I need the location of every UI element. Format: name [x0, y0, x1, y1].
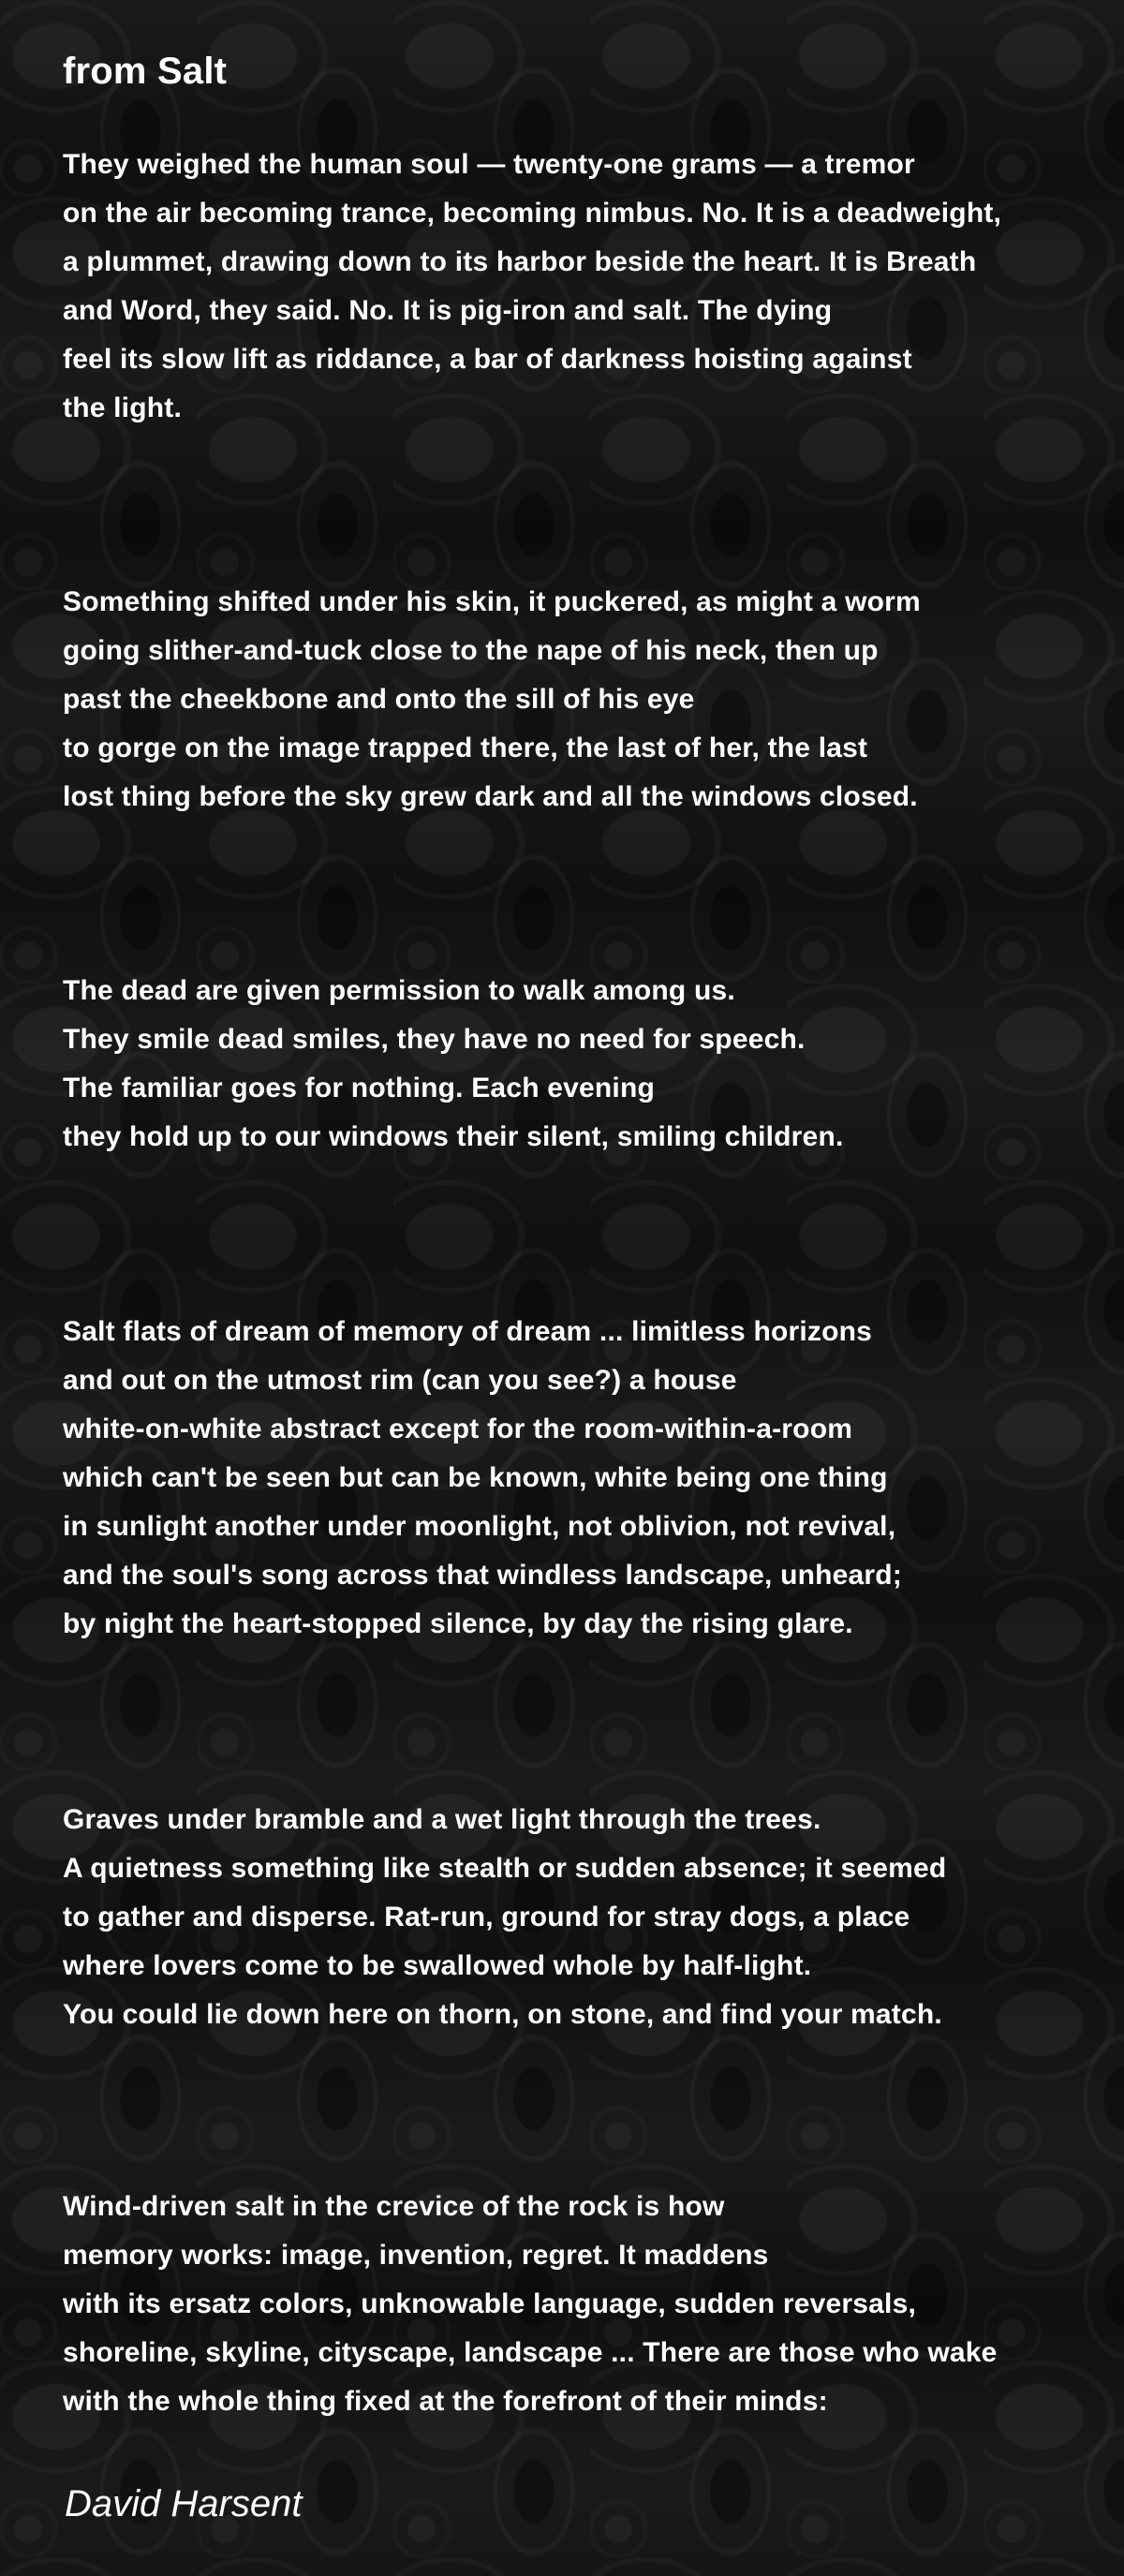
poem-line: they hold up to our windows their silent, smiling children.	[63, 1121, 844, 1152]
stanza-1	[63, 141, 1093, 433]
stanza-2	[63, 578, 1093, 822]
poem-line: Graves under bramble and a wet light through the trees.	[63, 1804, 821, 1835]
stanza-6	[63, 2183, 1093, 2426]
poem-line: and Word, they said. No. It is pig-iron and salt. The dying	[63, 295, 833, 326]
author-name: David Harsent	[65, 2483, 303, 2524]
poem-line: They smile dead smiles, they have no need for speech.	[63, 1024, 806, 1055]
poem-line: The familiar goes for nothing. Each evening	[63, 1073, 656, 1103]
poem-line: memory works: image, invention, regret. It maddens	[63, 2240, 769, 2271]
poem-line: A quietness something like stealth or sudden absence; it seemed	[63, 1853, 947, 1884]
poem-line: to gather and disperse. Rat-run, ground for stray dogs, a place	[63, 1902, 910, 1932]
poem-line: a plummet, drawing down to its harbor beside the heart. It is Breath	[63, 246, 977, 277]
poem-line: and out on the utmost rim (can you see?) a house	[63, 1365, 737, 1396]
poem-line: where lovers come to be swallowed whole by half-light.	[63, 1950, 812, 1981]
stanza-4	[63, 1308, 1093, 1649]
poem-line: You could lie down here on thorn, on stone, and find your match.	[63, 1999, 942, 2030]
poem-line: with its ersatz colors, unknowable language, sudden reversals,	[63, 2288, 916, 2319]
poem-line: Salt flats of dream of memory of dream ... limitless horizons	[63, 1316, 873, 1347]
poem-line: white-on-white abstract except for the room-within-a-room	[63, 1414, 853, 1444]
stanza-5	[63, 1796, 1093, 2039]
stanza-3	[63, 967, 1093, 1162]
poem-line: Something shifted under his skin, it puckered, as might a worm	[63, 586, 921, 617]
poem-line: the light.	[63, 392, 182, 423]
poem-line: shoreline, skyline, cityscape, landscape ... There are those who wake	[63, 2337, 998, 2368]
poem-line: which can't be seen but can be known, white being one thing	[63, 1462, 888, 1493]
poem-line: on the air becoming trance, becoming nimbus. No. It is a deadweight,	[63, 198, 1002, 229]
poem-line: feel its slow lift as riddance, a bar of darkness hoisting against	[63, 344, 912, 375]
poem-line: They weighed the human soul — twenty-one grams — a tremor	[63, 149, 915, 180]
poem-line: and the soul's song across that windless landscape, unheard;	[63, 1560, 903, 1591]
poem-line: Wind-driven salt in the crevice of the rock is how	[63, 2191, 725, 2222]
poem-line: in sunlight another under moonlight, not oblivion, not revival,	[63, 1511, 896, 1542]
poem-line: The dead are given permission to walk among us.	[63, 975, 735, 1006]
poem-line: going slither-and-tuck close to the nape of his neck, then up	[63, 635, 879, 666]
poem-line: by night the heart-stopped silence, by day the rising glare.	[63, 1608, 853, 1639]
poem-line: to gorge on the image trapped there, the last of her, the last	[63, 733, 868, 763]
poem-line: with the whole thing fixed at the forefront of their minds:	[63, 2386, 828, 2417]
poem-title: from Salt	[63, 51, 228, 92]
poem-line: past the cheekbone and onto the sill of his eye	[63, 684, 695, 715]
poem-line: lost thing before the sky grew dark and all the windows closed.	[63, 781, 918, 812]
